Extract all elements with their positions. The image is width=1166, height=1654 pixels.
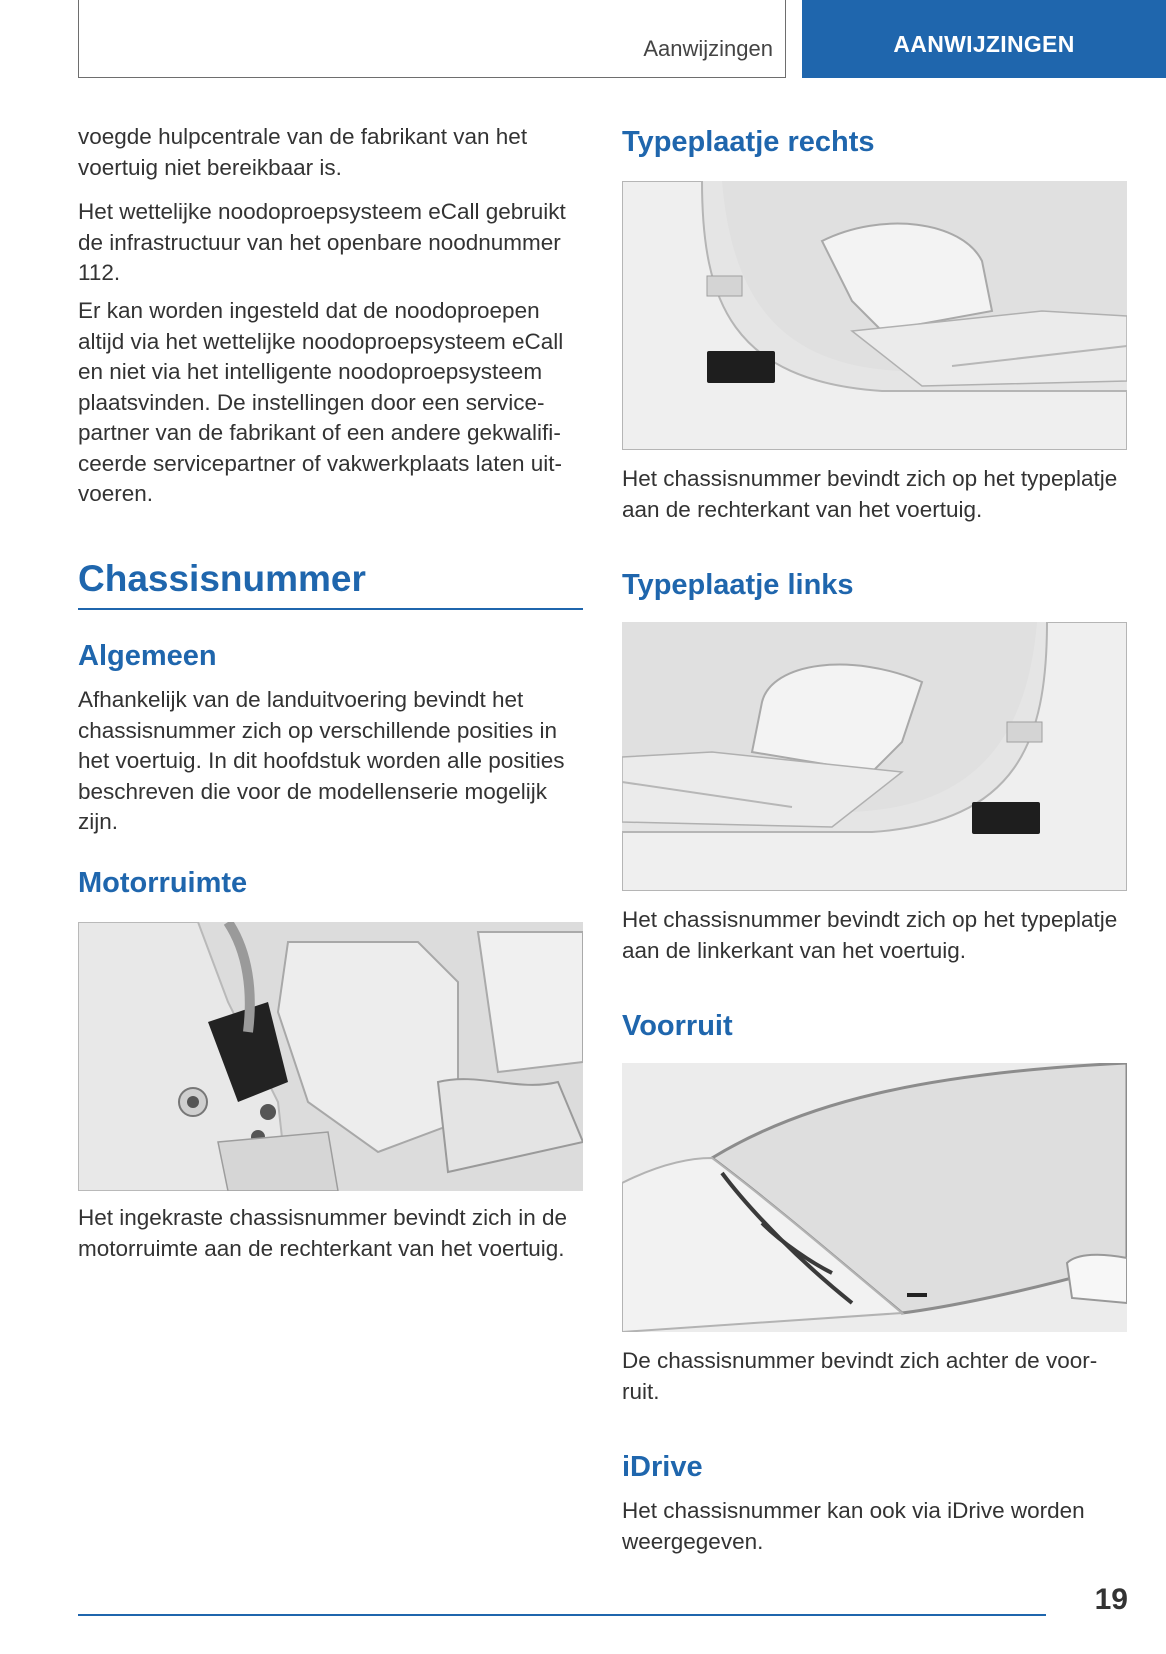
chapter-title: Chassisnummer	[78, 558, 366, 599]
figure-engine-bay	[78, 922, 583, 1191]
chapter-title-rule	[78, 608, 583, 610]
paragraph-algemeen: Afhankelijk van de landuitvoering bevindt het chassisnummer zich op verschillende posities in het voertuig. In dit hoofdstuk worden alle posities beschreven die voor de modellenserie mogelijk zijn.	[78, 687, 565, 834]
section-title-voorruit: Voorruit	[622, 1010, 733, 1042]
caption-engine-bay: Het ingekraste chassisnummer bevindt zich in de motorruimte aan de rechterkant van het voertuig.	[78, 1205, 567, 1261]
page-number: 19	[1094, 1583, 1128, 1616]
paragraph-idrive: Het chassisnummer kan ook via iDrive worden weergegeven.	[622, 1498, 1085, 1554]
paragraph-settings: Er kan worden ingesteld dat de noodoproepen altijd via het wettelijke noodoproepsysteem eCall en niet via het intelligente noodoproepsysteem plaatsvinden. De instellingen door een servicepartner van de fabrikant of een andere gekwalificeerde servicepartner of vakwerkplaats laten uitvoeren.	[78, 298, 564, 506]
paragraph-intro: voegde hulpcentrale van de fabrikant van het voertuig niet bereikbaar is.	[78, 124, 528, 180]
typeplate-left-illustration	[622, 622, 1127, 891]
caption-windshield: De chassisnummer bevindt zich achter de voorruit.	[622, 1348, 1098, 1404]
footer-rule	[78, 1614, 1046, 1616]
section-title-idrive: iDrive	[622, 1451, 703, 1483]
header-section-label: Aanwijzingen	[643, 36, 773, 61]
engine-bay-illustration	[78, 922, 583, 1191]
caption-typeplate-left: Het chassisnummer bevindt zich op het typeplatje aan de linkerkant van het voertuig.	[622, 907, 1118, 963]
section-title-algemeen: Algemeen	[78, 640, 217, 672]
section-title-typeplaatje-rechts: Typeplaatje rechts	[622, 126, 875, 158]
figure-windshield	[622, 1063, 1127, 1332]
caption-typeplate-right: Het chassisnummer bevindt zich op het typeplatje aan de rechterkant van het voertuig.	[622, 466, 1118, 522]
section-title-typeplaatje-links: Typeplaatje links	[622, 569, 854, 601]
header-chapter-tab: AANWIJZINGEN	[802, 0, 1166, 78]
figure-typeplate-right	[622, 181, 1127, 450]
header-box	[78, 0, 786, 78]
windshield-illustration	[622, 1063, 1127, 1332]
figure-typeplate-left	[622, 622, 1127, 891]
section-title-motorruimte: Motorruimte	[78, 867, 248, 899]
typeplate-right-illustration	[622, 181, 1127, 450]
paragraph-ecall: Het wettelijke noodoproepsysteem eCall gebruikt de infrastructuur van het openbare noodnummer 112.	[78, 199, 566, 285]
